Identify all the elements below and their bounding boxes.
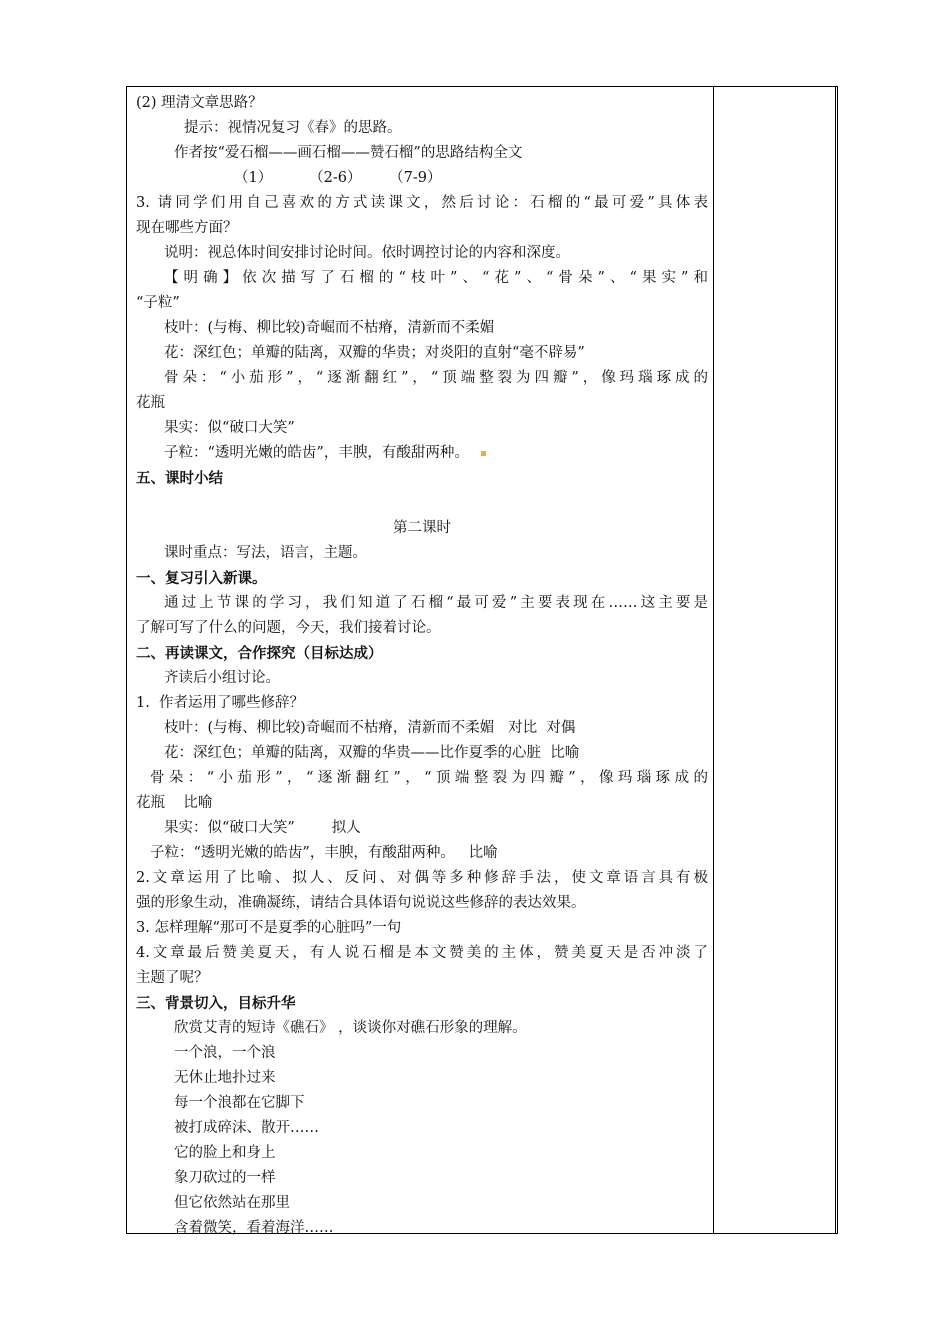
text-line: 3. 怎样理解“那可不是夏季的心脏吗”一句 bbox=[136, 920, 402, 936]
section-heading: 五、课时小结 bbox=[136, 470, 223, 487]
text-line: 说明：视总体时间安排讨论时间。依时调控讨论的内容和深度。 bbox=[164, 245, 570, 261]
poem-line: 但它依然站在那里 bbox=[174, 1195, 290, 1211]
poem-line: 每一个浪都在它脚下 bbox=[174, 1095, 305, 1111]
text-line: （1） （2-6） （7-9） bbox=[234, 170, 442, 186]
text-line: 3. 请同学们用自己喜欢的方式读课文，然后讨论：石榴的“最可爱”具体表 bbox=[136, 195, 708, 211]
text-line: 现在哪些方面？ bbox=[136, 220, 238, 236]
text-line: 骨朵：“小茄形”，“逐渐翻红”，“顶端整裂为四瓣”，像玛瑙琢成的 bbox=[150, 770, 708, 786]
text-line: 作者按“爱石榴——画石榴——赞石榴”的思路结构全文 bbox=[174, 145, 523, 161]
lesson-plan-table bbox=[126, 86, 838, 1234]
section-heading: 一、复习引入新课。 bbox=[136, 570, 267, 587]
text-line: 花：深红色；单瓣的陆离，双瓣的华贵；对炎阳的直射“毫不辟易” bbox=[164, 345, 585, 361]
text-line: 1. 作者运用了哪些修辞？ bbox=[136, 695, 305, 711]
text-line: “子粒” bbox=[136, 295, 180, 311]
text-line bbox=[136, 441, 708, 466]
cursor-mark bbox=[481, 451, 486, 456]
text-line: 欣赏艾青的短诗《礁石》 ，谈谈你对礁石形象的理解。 bbox=[174, 1020, 527, 1036]
text-line: 花：深红色；单瓣的陆离，双瓣的华贵——比作夏季的心脏 比喻 bbox=[164, 745, 580, 761]
text-line: 通过上节课的学习，我们知道了石榴“最可爱”主要表现在……这主要是 bbox=[164, 595, 708, 611]
text-line: 花瓶 bbox=[136, 395, 165, 411]
text-line: 果实：似“破口大笑” 拟人 bbox=[164, 820, 361, 836]
text-line: 【明确】依次描写了石榴的“枝叶”、“花”、“骨朵”、“果实”和 bbox=[164, 270, 708, 286]
blank-line bbox=[136, 491, 708, 516]
text-line: 课时重点：写法，语言，主题。 bbox=[164, 545, 367, 561]
text-line: 强的形象生动，准确凝练，请结合具体语句说说这些修辞的表达效果。 bbox=[136, 895, 586, 911]
text-line: 主题了呢？ bbox=[136, 970, 209, 986]
text-line: 枝叶：(与梅、柳比较)奇崛而不枯瘠，清新而不柔媚 bbox=[164, 320, 495, 336]
poem-line: 一个浪，一个浪 bbox=[174, 1045, 276, 1061]
text-line: (2) 理清文章思路？ bbox=[136, 95, 263, 111]
text-line: 骨朵：“小茄形”，“逐渐翻红”，“顶端整裂为四瓣”，像玛瑙琢成的 bbox=[164, 370, 708, 386]
text-line: 齐读后小组讨论。 bbox=[164, 670, 280, 686]
text-line: 提示：视情况复习《春》的思路。 bbox=[184, 120, 402, 136]
column-divider-1 bbox=[713, 87, 714, 1233]
poem-line: 它的脸上和身上 bbox=[174, 1145, 276, 1161]
text-line: 花瓶 比喻 bbox=[136, 795, 213, 811]
text-line: 子粒：“透明光嫩的皓齿”，丰腴，有酸甜两种。 比喻 bbox=[150, 845, 498, 861]
column-divider-2 bbox=[835, 87, 836, 1233]
text-line: 了解可写了什么的问题，今天，我们接着讨论。 bbox=[136, 620, 441, 636]
section-heading: 三、背景切入，目标升华 bbox=[136, 995, 296, 1012]
poem-line: 被打成碎沫、散开…… bbox=[174, 1120, 319, 1136]
text-line-content: 子粒：“透明光嫩的皓齿”，丰腴，有酸甜两种。 bbox=[164, 445, 469, 461]
lesson-content-cell bbox=[136, 91, 708, 1241]
poem-line: 含着微笑，看着海洋…… bbox=[174, 1220, 334, 1236]
session-title: 第二课时 bbox=[393, 520, 451, 536]
text-line: 2.文章运用了比喻、拟人、反问、对偶等多种修辞手法，使文章语言具有极 bbox=[136, 870, 708, 886]
poem-line: 象刀砍过的一样 bbox=[174, 1170, 276, 1186]
section-heading: 二、再读课文，合作探究（目标达成） bbox=[136, 645, 383, 662]
poem-line: 无休止地扑过来 bbox=[174, 1070, 276, 1086]
text-line: 4.文章最后赞美夏天，有人说石榴是本文赞美的主体，赞美夏天是否冲淡了 bbox=[136, 945, 708, 961]
text-line: 果实：似“破口大笑” bbox=[164, 420, 295, 436]
text-line: 枝叶：(与梅、柳比较)奇崛而不枯瘠，清新而不柔媚 对比 对偶 bbox=[164, 720, 576, 736]
